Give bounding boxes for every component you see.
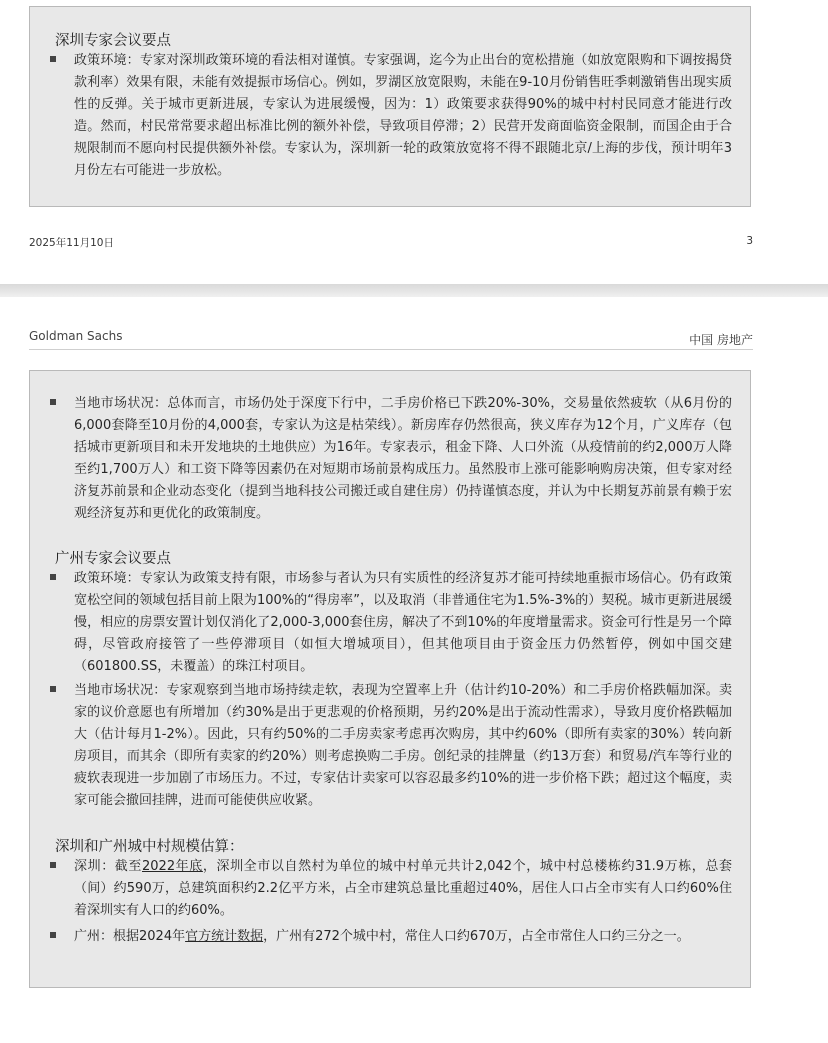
bullet-text xyxy=(74,856,732,922)
source-link[interactable]: 2022年底 xyxy=(142,859,203,874)
bullet-text xyxy=(74,926,732,948)
list-item xyxy=(50,568,732,678)
shenzhen-section-title: 深圳专家会议要点 xyxy=(55,33,171,49)
summary-box xyxy=(29,370,751,988)
list-item xyxy=(50,856,732,922)
guangzhou-section-title: 广州专家会议要点 xyxy=(55,551,171,567)
bullet-text: 政策环境：专家对深圳政策环境的看法相对谨慎。专家强调，迄今为止出台的宽松措施（如放宽限购和下调按揭贷款利率）效果有限，未能有效提振市场信心。例如，罗湖区放宽限购，未能在9-10月份销售旺季刺激销售出现实质性的反弹。关于城市更新进展，专家认为进展缓慢，因为：1）政策要求获得90%的城中村村民同意才能进行改造。然而，村民常常要求超出标准比例的额外补偿，导致项目停滞；2）民营开发商面临资金限制，而国企由于合规限制而不愿向村民提供额外补偿。专家认为，深圳新一轮的政策放宽将不得不跟随北京/上海的步伐，预计明年3月份左右可能进一步放松。 xyxy=(74,53,732,178)
square-bullet-icon xyxy=(50,932,56,938)
footer-page-number: 3 xyxy=(746,235,753,247)
bullet-text: 政策环境：专家认为政策支持有限，市场参与者认为只有实质性的经济复苏才能可持续地重振市场信心。仍有政策宽松空间的领域包括目前上限为100%的“得房率”，以及取消（非普通住宅为1.5%-3%的）契税。城市更新进展缓慢，相应的房票安置计划仅消化了2,000-3,000套住房，解决了不到10%的年度增量需求。资金可行性是另一个障碍，尽管政府接管了一些停滞项目（如恒大增城项目），但其他项目由于资金压力仍然暂停，例如中国交建（601800.SS，未覆盖）的珠江村项目。 xyxy=(74,571,732,674)
list-item xyxy=(50,393,732,525)
page-3 xyxy=(0,0,828,284)
square-bullet-icon xyxy=(50,56,56,62)
header-divider xyxy=(29,349,753,350)
list-item xyxy=(50,926,732,948)
page-4 xyxy=(0,297,828,1043)
bullet-text: 当地市场状况：总体而言，市场仍处于深度下行中，二手房价格已下跌20%-30%，交易量依然疲软（从6月份的6,000套降至10月份的4,000套，专家认为这是枯荣线）。新房库存仍然很高，狭义库存为12个月，广义库存（包括城市更新项目和未开发地块的土地供应）为16年。专家表示，租金下降、人口外流（从疫情前的约2,000万人降至约1,700万人）和工资下降等因素仍在对短期市场前景构成压力。虽然股市上涨可能影响购房决策，但专家对经济复苏前景和企业动态变化（提到当地科技公司搬迁或自建住房）仍持谨慎态度，并认为中长期复苏前景有赖于宏观经济复苏和更优化的政策制度。 xyxy=(74,396,732,521)
list-item xyxy=(50,680,732,812)
bullet-text: 当地市场状况：专家观察到当地市场持续走软，表现为空置率上升（估计约10-20%）和二手房价格跌幅加深。卖家的议价意愿也有所增加（约30%是出于更悲观的价格预期，另约20%是出于流动性需求），导致月度价格跌幅加大（估计每月1-2%）。因此，只有约50%的二手房卖家考虑再次购房，其中约60%（即所有卖家的30%）转向新房项目，而其余（即所有卖家的约20%）则考虑换购二手房。创纪录的挂牌量（约13万套）和贸易/汽车等行业的疲软表现进一步加剧了市场压力。不过，专家估计卖家可以容忍最多约10%的进一步价格下跌；超过这个幅度，卖家可能会撤回挂牌，进而可能使供应收紧。 xyxy=(74,683,732,808)
source-link[interactable]: 官方统计数据 xyxy=(185,929,264,944)
list-item xyxy=(50,50,732,182)
square-bullet-icon xyxy=(50,686,56,692)
shenzhen-summary-box xyxy=(29,6,751,207)
shenzhen-prefix: 深圳：截至 xyxy=(74,859,142,874)
footer-date: 2025年11月10日 xyxy=(29,237,114,249)
guangzhou-prefix: 广州：根据2024年 xyxy=(74,929,186,944)
scale-section-title: 深圳和广州城中村规模估算： xyxy=(55,839,244,855)
shenzhen-rest: ，深圳全市以自然村为单位的城中村单元共计2,042个，城中村总楼栋约31.9万栋，总套（间）约590万，总建筑面积约2.2亿平方米，占全市建筑总量比重超过40%，居住人口占全市实有人口约60%住着深圳实有人口的约60%。 xyxy=(74,859,732,918)
guangzhou-rest: ，广州有272个城中村，常住人口约670万，占全市常住人口约三分之一。 xyxy=(263,929,690,944)
region-label: 中国 房地产 xyxy=(689,333,753,347)
page-separator xyxy=(0,284,828,297)
square-bullet-icon xyxy=(50,574,56,580)
square-bullet-icon xyxy=(50,862,56,868)
brand-name: Goldman Sachs xyxy=(29,329,123,343)
square-bullet-icon xyxy=(50,399,56,405)
